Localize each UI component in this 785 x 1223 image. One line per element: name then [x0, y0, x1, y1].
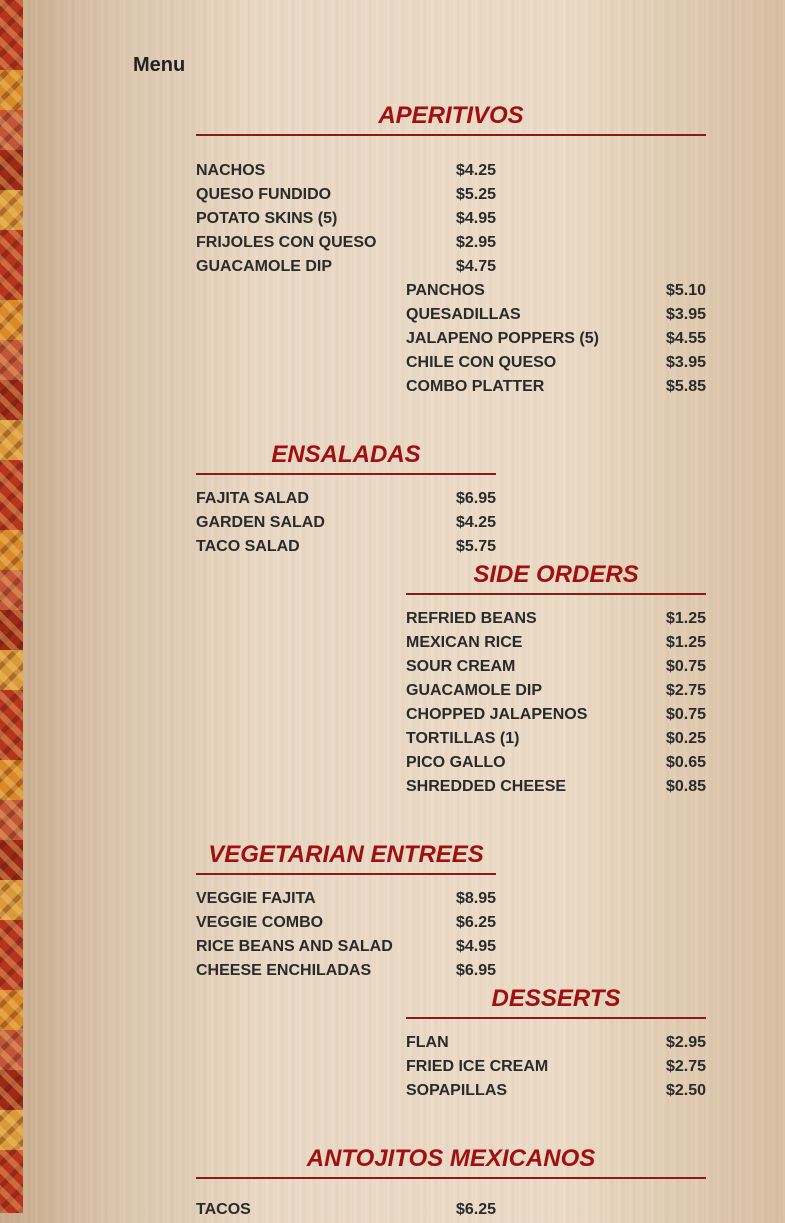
menu-item — [406, 704, 706, 728]
menu-item — [196, 160, 496, 184]
menu-item — [406, 376, 706, 400]
menu-item — [196, 536, 496, 560]
item-price: $4.95 — [455, 938, 496, 955]
item-name: SOPAPILLAS — [406, 1082, 508, 1099]
item-name: VEGGIE FAJITA — [196, 890, 316, 907]
menu-item — [406, 776, 706, 800]
item-price: $4.75 — [455, 258, 496, 275]
menu-item — [196, 936, 496, 960]
item-name: PANCHOS — [406, 282, 485, 299]
item-price: $3.95 — [665, 306, 706, 323]
item-price: $3.95 — [665, 354, 706, 371]
item-name: FAJITA SALAD — [196, 490, 309, 507]
menu-item — [406, 304, 706, 328]
item-price: $6.95 — [455, 962, 496, 979]
item-price: $5.10 — [665, 282, 706, 299]
item-price: $4.55 — [665, 330, 706, 347]
item-name: FRIED ICE CREAM — [406, 1058, 549, 1075]
item-price: $0.75 — [665, 658, 706, 675]
item-price: $2.95 — [665, 1034, 706, 1051]
menu-item — [196, 960, 496, 984]
item-name: TACO SALAD — [196, 538, 300, 555]
item-name: CHEESE ENCHILADAS — [196, 962, 372, 979]
item-name: PICO GALLO — [406, 754, 506, 771]
section-heading-aperitivos: APERITIVOS — [196, 102, 706, 136]
menu-item — [406, 1032, 706, 1056]
menu-item — [406, 752, 706, 776]
menu-link[interactable]: Menu — [133, 54, 186, 76]
section-heading-vegetarian-entrees: VEGETARIAN ENTREES — [196, 841, 496, 875]
menu-item — [406, 1056, 706, 1080]
item-price: $4.25 — [455, 514, 496, 531]
item-price: $4.95 — [455, 210, 496, 227]
item-price: $2.50 — [665, 1082, 706, 1099]
item-price: $0.75 — [665, 706, 706, 723]
section-heading-ensaladas: ENSALADAS — [196, 441, 496, 475]
item-price: $0.25 — [665, 730, 706, 747]
item-price: $2.95 — [455, 234, 496, 251]
item-name: QUESO FUNDIDO — [196, 186, 332, 203]
menu-item — [196, 888, 496, 912]
item-price: $5.75 — [455, 538, 496, 555]
menu-item — [406, 280, 706, 304]
item-name: CHOPPED JALAPENOS — [406, 706, 588, 723]
menu-item — [406, 352, 706, 376]
item-price: $6.25 — [455, 914, 496, 931]
item-name: RICE BEANS AND SALAD — [196, 938, 393, 955]
item-name: TACOS — [196, 1201, 251, 1218]
item-name: FRIJOLES CON QUESO — [196, 234, 377, 251]
section-heading-desserts: DESSERTS — [406, 985, 706, 1019]
item-name: TORTILLAS (1) — [406, 730, 520, 747]
item-price: $1.25 — [665, 610, 706, 627]
menu-item — [196, 232, 496, 256]
item-name: SHREDDED CHEESE — [406, 778, 567, 795]
menu-item — [196, 1199, 496, 1223]
item-name: FLAN — [406, 1034, 449, 1051]
item-name: GUACAMOLE DIP — [406, 682, 542, 699]
menu-item — [196, 256, 496, 280]
menu-item — [406, 632, 706, 656]
item-name: JALAPENO POPPERS (5) — [406, 330, 599, 347]
menu-item — [406, 328, 706, 352]
decorative-side-pattern — [0, 0, 23, 1213]
item-name: QUESADILLAS — [406, 306, 521, 323]
item-name: POTATO SKINS (5) — [196, 210, 338, 227]
item-name: COMBO PLATTER — [406, 378, 545, 395]
section-heading-antojitos-mexicanos: ANTOJITOS MEXICANOS — [196, 1145, 706, 1179]
menu-item — [406, 1080, 706, 1104]
item-price: $0.65 — [665, 754, 706, 771]
menu-item — [196, 912, 496, 936]
menu-item — [196, 208, 496, 232]
item-name: SOUR CREAM — [406, 658, 516, 675]
item-name: MEXICAN RICE — [406, 634, 523, 651]
section-heading-side-orders: SIDE ORDERS — [406, 561, 706, 595]
menu-item — [196, 184, 496, 208]
item-price: $6.25 — [455, 1201, 496, 1218]
menu-item — [406, 680, 706, 704]
item-name: GARDEN SALAD — [196, 514, 325, 531]
item-name: VEGGIE COMBO — [196, 914, 324, 931]
item-price: $5.85 — [665, 378, 706, 395]
item-price: $0.85 — [665, 778, 706, 795]
menu-item — [196, 488, 496, 512]
item-name: CHILE CON QUESO — [406, 354, 557, 371]
item-name: GUACAMOLE DIP — [196, 258, 332, 275]
menu-item — [406, 656, 706, 680]
item-price: $8.95 — [455, 890, 496, 907]
item-price: $6.95 — [455, 490, 496, 507]
item-price: $2.75 — [665, 1058, 706, 1075]
item-name: REFRIED BEANS — [406, 610, 537, 627]
item-price: $1.25 — [665, 634, 706, 651]
item-name: NACHOS — [196, 162, 266, 179]
item-price: $5.25 — [455, 186, 496, 203]
menu-item — [196, 512, 496, 536]
menu-item — [406, 608, 706, 632]
item-price: $2.75 — [665, 682, 706, 699]
item-price: $4.25 — [455, 162, 496, 179]
menu-item — [406, 728, 706, 752]
